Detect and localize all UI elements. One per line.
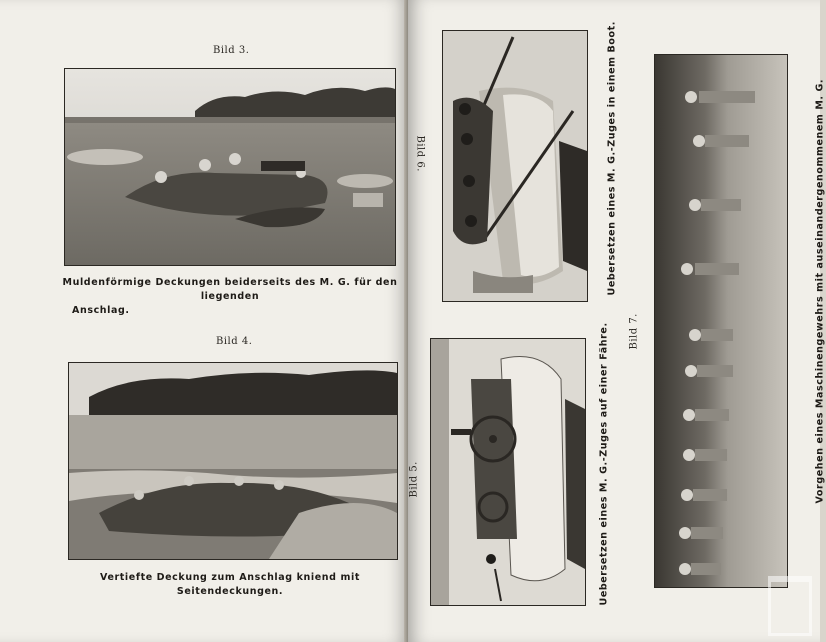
figure-5-image bbox=[431, 339, 585, 605]
figure-7-image bbox=[655, 55, 787, 587]
figure-7-photo bbox=[654, 54, 788, 588]
figure-5-label: Bild 5. bbox=[408, 461, 420, 498]
figure-7-caption: Vorgehen eines Maschinengewehrs mit auseinandergenommenem M. G. bbox=[814, 78, 826, 504]
figure-6-photo bbox=[442, 30, 588, 302]
figure-6-caption: Uebersetzen eines M. G.-Zuges in einem Boot. bbox=[606, 21, 618, 296]
figure-5-caption: Uebersetzen eines M. G.-Zuges auf einer Fähre. bbox=[598, 322, 610, 606]
figure-3-label: Bild 3. bbox=[213, 45, 250, 56]
figure-3-caption-line2: Anschlag. bbox=[72, 305, 130, 316]
figure-3-caption-line1: Muldenförmige Deckungen beiderseits des M. G. für den liegenden bbox=[62, 277, 398, 302]
figure-7-label: Bild 7. bbox=[628, 313, 640, 350]
figure-3-caption bbox=[50, 276, 410, 318]
figure-6-label: Bild 6. bbox=[414, 135, 426, 172]
figure-4-image bbox=[69, 363, 397, 559]
figure-6-image bbox=[443, 31, 587, 301]
figure-4-photo bbox=[68, 362, 398, 560]
figure-4-caption: Vertiefte Deckung zum Anschlag kniend mit Seitendeckungen. bbox=[100, 572, 360, 597]
right-page bbox=[408, 0, 826, 642]
figure-3-image bbox=[65, 69, 395, 265]
figure-3-photo bbox=[64, 68, 396, 266]
left-page bbox=[0, 0, 408, 642]
watermark-mark bbox=[768, 576, 812, 636]
figure-5-photo bbox=[430, 338, 586, 606]
figure-4-label: Bild 4. bbox=[216, 336, 253, 347]
